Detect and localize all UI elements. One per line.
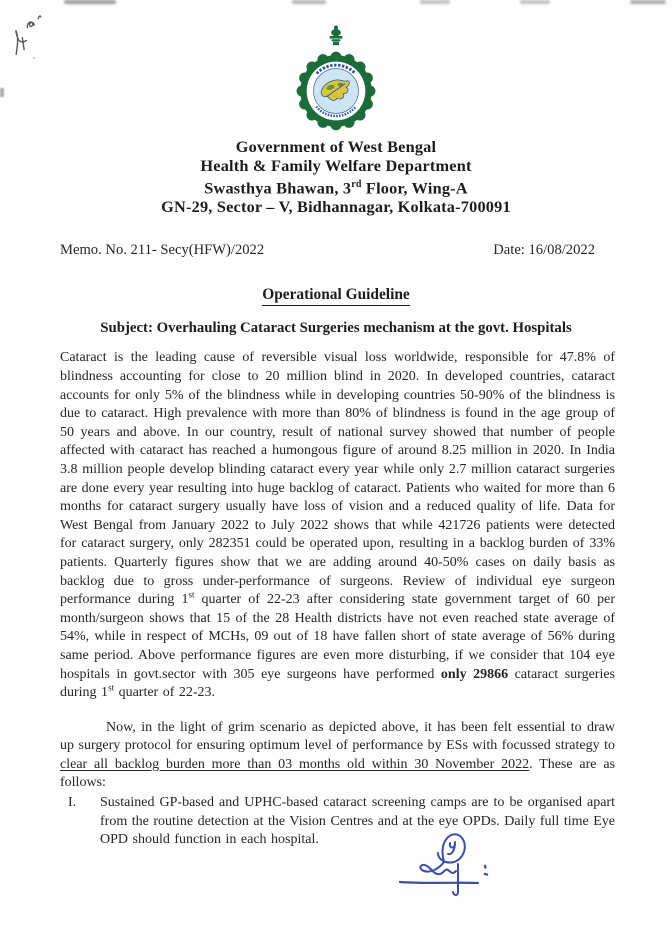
signature-scribble [392,826,510,909]
scan-artifact [420,0,450,4]
letterhead [0,137,672,216]
west-bengal-seal-icon [290,47,382,135]
roman-numeral: I. [68,795,77,811]
address-line-1: Swasthya Bhawan, 3rd Floor, Wing-A [204,178,468,198]
scan-artifact [630,0,666,4]
memo-row [60,242,615,259]
body-paragraph-1: Cataract is the leading cause of reversible visual loss worldwide, responsible for 47.8% of blindness accounting for close to 20 million blind in 2020. In developed countries, cataract accounts for only 5% of the blindness while in developing countries 50-90% of the blindness is due to cataract. High prevalence with more than 80% of blindness is found in the age group of 50 years and above. In our country, result of national survey showed that number of people affected with cataract has reached a humongous figure of around 8.25 million in 2020. In India 3.8 million people develop blinding cataract every year while only 2.7 million cataract surgeries are done every year resulting into huge backlog of cataract. Patients who waited for more than 6 months for cataract surgery usually have loss of vision and a reduced quality of life. Data for West Bengal from January 2022 to July 2022 shows that while 421726 patients were detected for cataract surgery, only 282351 could be operated upon, resulting in a backlog burden of 33% patients. Quarterly figures show that we are adding around 40-50% cases on daily basis as backlog due to gross under-performance of surgeons. Review of individual eye surgeon performance during 1st quarter of 22-23 after considering state government target of 60 per month/surgeon shows that 15 of the 28 Health districts have not even reached state average of 54%, while in respect of MCHs, 09 out of 18 have fallen short of state average of 56% during same period. Above performance figures are even more disturbing, if we consider that 104 eye hospitals in govt.sector with 305 eye surgeons have performed only 29866 cataract surgeries during 1st quarter of 22-23. [60,350,615,701]
dept-name: Health & Family Welfare Department [200,156,472,175]
pencil-scribble [4,12,66,69]
body-paragraph-2: Now, in the light of grim scenario as depicted above, it has been felt essential to draw up surgery protocol for ensuring optimum level of performance by ESs with focussed strategy to clear all backlog burden more than 03 months old within 30 November 2022. These are as follows: [60,719,615,791]
list-item [60,794,615,850]
org-name: Government of West Bengal [235,137,437,156]
memo-number: Memo. No. 211- Secy(HFW)/2022 [60,242,265,259]
subject-line: Subject: Overhauling Cataract Surgeries mechanism at the govt. Hospitals [100,320,572,337]
doc-title: Operational Guideline [0,286,672,306]
memo-date: Date: 16/08/2022 [493,242,595,259]
state-emblem-logo [0,0,672,135]
scan-artifact [520,0,550,4]
scan-artifact [64,0,116,4]
bold-figure: only 29866 [440,666,509,682]
list-item-text: Sustained GP-based and UPHC-based cataract screening camps are to be organised apart from the routine detection at the Vision Centres and at the eye OPDs. Daily full time Eye OPD should function in each hospital. [100,795,615,848]
underlined-deadline: clear all backlog burden more than 03 months old within 30 November 2022 [60,756,530,772]
scan-artifact [0,88,4,97]
scan-artifact [292,0,326,4]
address-line-2: GN-29, Sector – V, Bidhannagar, Kolkata-700091 [161,197,511,217]
ashoka-capital-icon [326,25,346,47]
